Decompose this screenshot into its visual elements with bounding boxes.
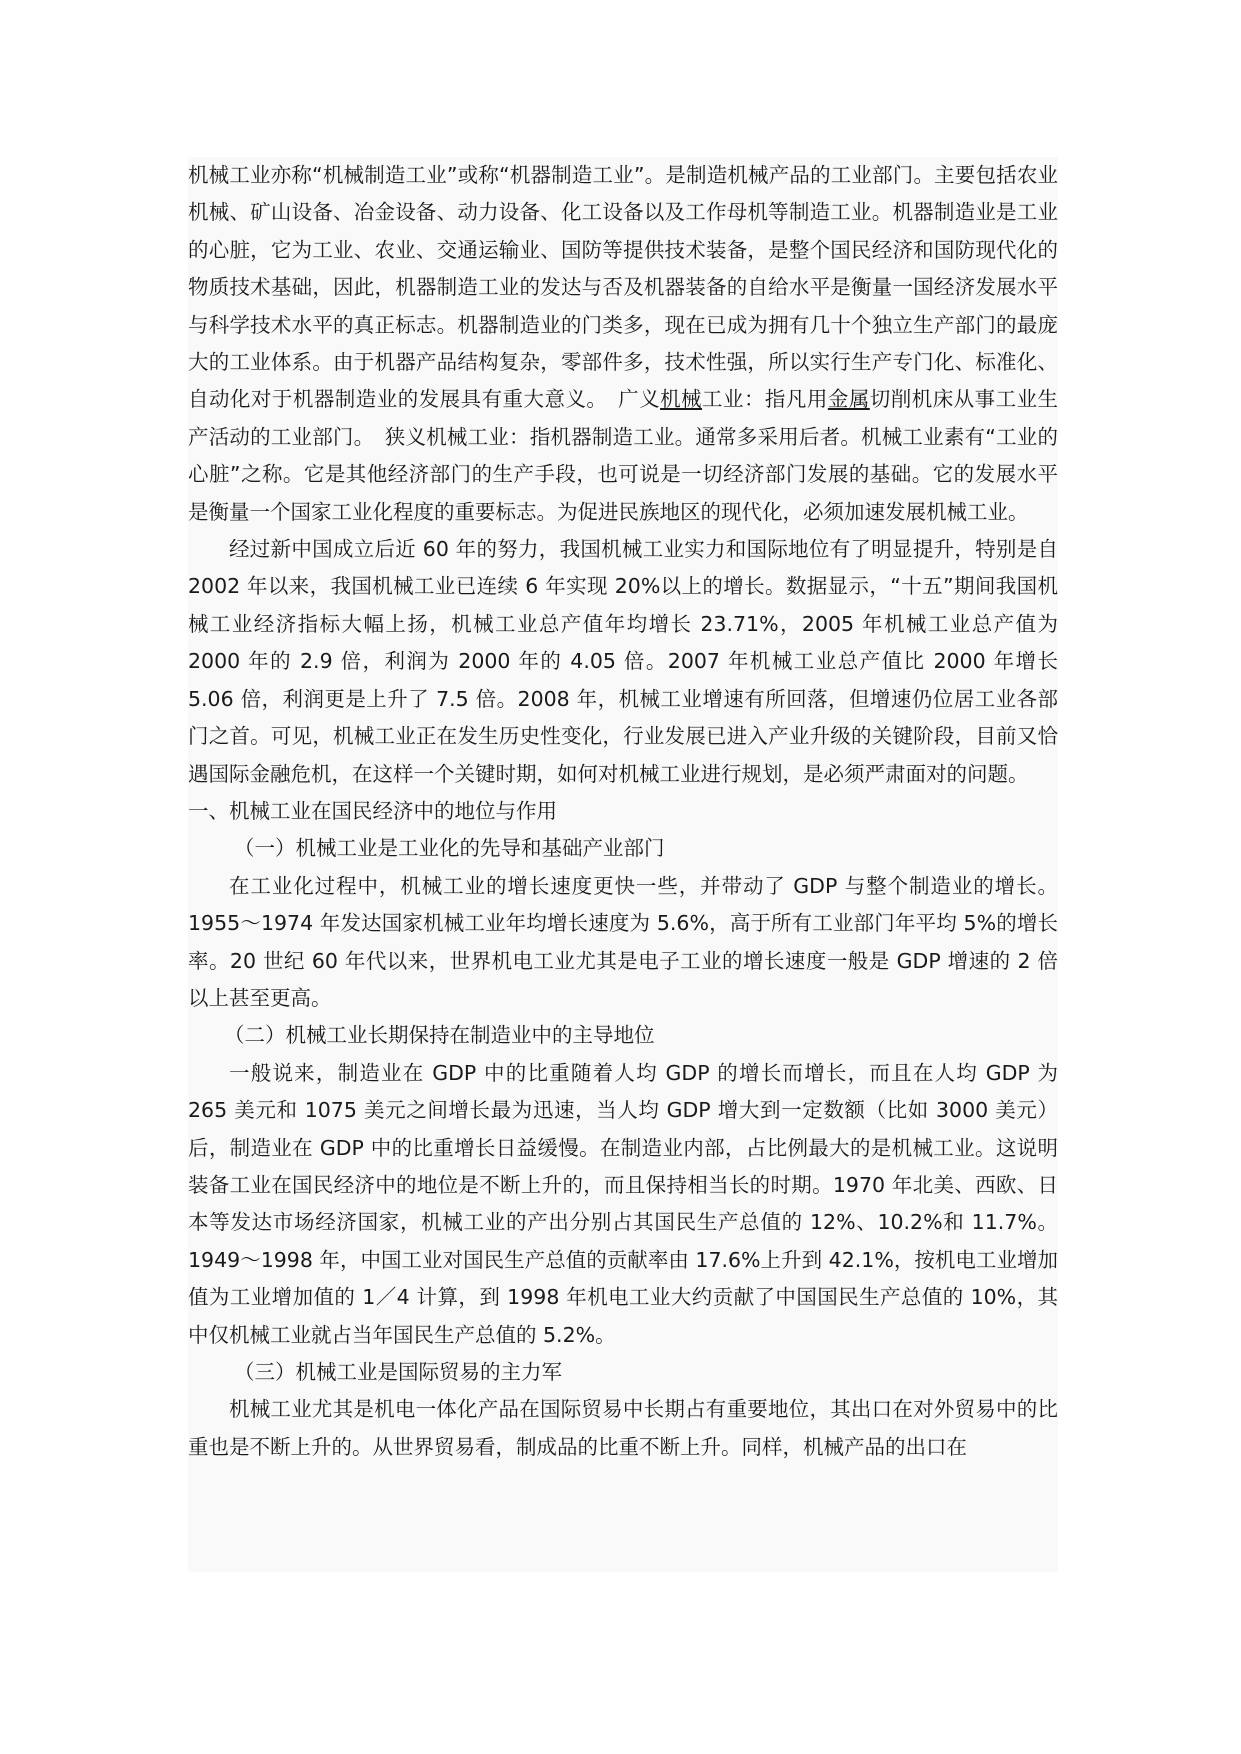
section-heading-1: 一、机械工业在国民经济中的地位与作用 [188,798,557,823]
subsection-heading-2: （二）机械工业长期保持在制造业中的主导地位 [224,1023,655,1048]
intro-text-c: 切削机床从事工业生产活动的工业部门。 狭义机械工业：指机器制造工业。通常多采用后者。机械工业素有“工业的心脏”之称。它是其他经济部门的生产手段，也可说是一切经济部门发展的基础。它的发展水平是衡量一个国家工业化程度的重要标志。为促进民族地区的现代化，必须加速发展机械工业。 [188,387,1058,524]
paragraph-development: 经过新中国成立后近 60 年的努力，我国机械工业实力和国际地位有了明显提升，特别是自 2002 年以来，我国机械工业已连续 6 年实现 20%以上的增长。数据显示，“十五”期间我国机械工业经济指标大幅上扬，机械工业总产值年均增长 23.71%，2005 年机械工业总产值为 2000 年的 2.9 倍，利润为 2000 年的 4.05 倍。2007 年机械工业总产值比 2000 年增长 5.06 倍，利润更是上升了 7.5 倍。2008 年，机械工业增速有所回落，但增速仍位居工业各部门之首。可见，机械工业正在发生历史性变化，行业发展已进入产业升级的关键阶段，目前又恰遇国际金融危机，在这样一个关键时期，如何对机械工业进行规划，是必须严肃面对的问题。 [188,537,1058,786]
paragraph-trade: 机械工业尤其是机电一体化产品在国际贸易中长期占有重要地位，其出口在对外贸易中的比重也是不断上升的。从世界贸易看，制成品的比重不断上升。同样，机械产品的出口在 [188,1397,1058,1459]
article-body [188,157,1058,1572]
intro-text-a: 机械工业亦称“机械制造工业”或称“机器制造工业”。是制造机械产品的工业部门。主要包括农业机械、矿山设备、冶金设备、动力设备、化工设备以及工作母机等制造工业。机器制造业是工业的心脏，它为工业、农业、交通运输业、国防等提供技术装备，是整个国民经济和国防现代化的物质技术基础，因此，机器制造工业的发达与否及机器装备的自给水平是衡量一国经济发展水平与科学技术水平的真正标志。机器制造业的门类多，现在已成为拥有几十个独立生产部门的最庞大的工业体系。由于机器产品结构复杂，零部件多，技术性强，所以实行生产专门化、标准化、自动化对于机器制造业的发展具有重大意义。 广义 [188,163,1058,412]
subsection-heading-3: （三）机械工业是国际贸易的主力军 [234,1360,562,1384]
subsection-heading-1: （一）机械工业是工业化的先导和基础产业部门 [234,836,665,861]
paragraph-intro [188,157,1058,531]
paragraph-growth: 在工业化过程中，机械工业的增长速度更快一些，并带动了 GDP 与整个制造业的增长。1955～1974 年发达国家机械工业年均增长速度为 5.6%，高于所有工业部门年平均 5%的增长率。20 世纪 60 年代以来，世界机电工业尤其是电子工业的增长速度一般是 GDP 增速的 2 倍以上甚至更高。 [188,873,1058,1010]
paragraph-manufacturing: 一般说来，制造业在 GDP 中的比重随着人均 GDP 的增长而增长，而且在人均 GDP 为 265 美元和 1075 美元之间增长最为迅速，当人均 GDP 增大到一定数额（比如 3000 美元）后，制造业在 GDP 中的比重增长日益缓慢。在制造业内部，占比例最大的是机械工业。这说明装备工业在国民经济中的地位是不断上升的，而且保持相当长的时期。1970 年北美、西欧、日本等发达市场经济国家，机械工业的产出分别占其国民生产总值的 12%、10.2%和 11.7%。1949～1998 年，中国工业对国民生产总值的贡献率由 17.6%上升到 42.1%，按机电工业增加值为工业增加值的 1／4 计算，到 1998 年机电工业大约贡献了中国国民生产总值的 10%，其中仅机械工业就占当年国民生产总值的 5.2%。 [188,1060,1058,1347]
intro-text-b: 工业：指凡用 [702,387,828,412]
link-jinshu[interactable]: 金属 [827,387,870,412]
link-jixie[interactable]: 机械 [660,387,703,412]
